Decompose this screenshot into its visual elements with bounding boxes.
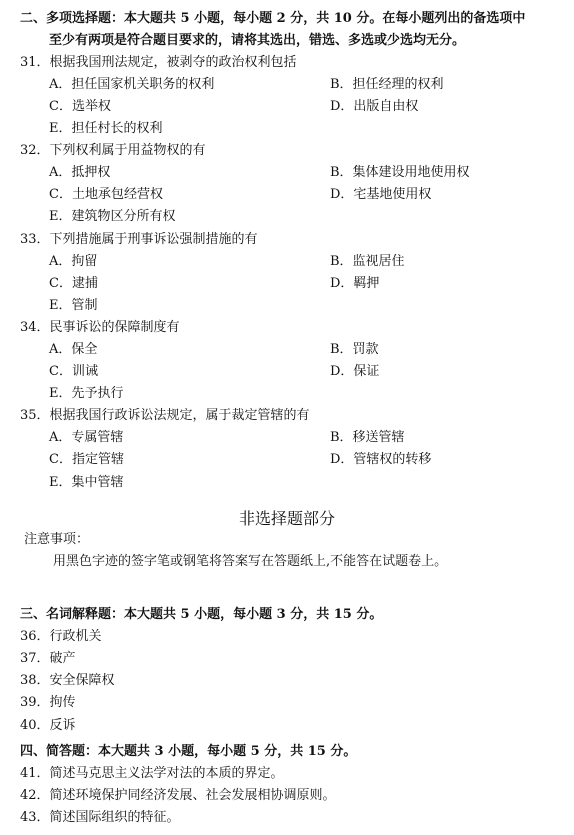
- question-35-option-d: D．管辖权的转移: [330, 452, 432, 467]
- question-31-option-b: B．担任经理的权利: [330, 77, 444, 92]
- question-32-stem: 32．下列权利属于用益物权的有: [20, 143, 206, 158]
- question-35-option-c: C．指定管辖: [49, 452, 124, 467]
- question-34-option-b: B．罚款: [330, 342, 379, 357]
- nonchoice-section-title: 非选择题部分: [238, 509, 335, 528]
- question-35-stem: 35．根据我国行政诉讼法规定，属于裁定管辖的有: [20, 408, 310, 423]
- question-32-option-e: E．建筑物区分所有权: [49, 209, 176, 224]
- question-33-stem: 33．下列措施属于刑事诉讼强制措施的有: [20, 232, 258, 247]
- question-33-option-d: D．羁押: [330, 276, 380, 291]
- question-31-option-c: C．选举权: [49, 99, 111, 114]
- question-34-option-c: C．训诫: [49, 364, 98, 379]
- question-32-option-a: A．抵押权: [49, 165, 111, 180]
- question-42: 42．简述环境保护同经济发展、社会发展相协调原则。: [20, 788, 336, 803]
- notice-label: 注意事项：: [24, 532, 90, 547]
- question-32-option-c: C．土地承包经营权: [49, 187, 163, 202]
- question-39: 39．拘传: [20, 695, 76, 710]
- question-32-option-b: B．集体建设用地使用权: [330, 165, 470, 180]
- question-33-option-e: E．管制: [49, 298, 98, 313]
- question-35-option-a: A．专属管辖: [49, 430, 124, 445]
- question-31-stem: 31．根据我国刑法规定，被剥夺的政治权利包括: [20, 55, 297, 70]
- question-37: 37．破产: [20, 651, 76, 666]
- question-40: 40．反诉: [20, 718, 76, 733]
- question-43: 43．简述国际组织的特征。: [20, 810, 180, 825]
- question-32-option-d: D．宅基地使用权: [330, 187, 432, 202]
- question-33-option-c: C．逮捕: [49, 276, 98, 291]
- question-34-stem: 34．民事诉讼的保障制度有: [20, 320, 180, 335]
- section3-heading: 三、名词解释题：本大题共 5 小题，每小题 3 分，共 15 分。: [20, 607, 383, 622]
- question-36: 36．行政机关: [20, 629, 102, 644]
- question-34-option-a: A．保全: [49, 342, 98, 357]
- question-33-option-b: B．监视居住: [330, 254, 405, 269]
- question-31-option-d: D．出版自由权: [330, 99, 419, 114]
- question-35-option-e: E．集中管辖: [49, 475, 124, 490]
- question-38: 38．安全保障权: [20, 673, 115, 688]
- section2-heading-line1: 二、多项选择题：本大题共 5 小题，每小题 2 分，共 10 分。在每小题列出的备选项中: [20, 11, 526, 26]
- question-34-option-d: D．保证: [330, 364, 380, 379]
- question-31-option-a: A．担任国家机关职务的权利: [49, 77, 215, 92]
- question-41: 41．简述马克思主义法学对法的本质的界定。: [20, 766, 284, 781]
- section2-heading-line2: 至少有两项是符合题目要求的，请将其选出，错选、多选或少选均无分。: [49, 33, 466, 48]
- notice-text: 用黑色字迹的签字笔或钢笔将答案写在答题纸上,不能答在试题卷上。: [53, 554, 448, 569]
- question-33-option-a: A．拘留: [49, 254, 98, 269]
- question-35-option-b: B．移送管辖: [330, 430, 405, 445]
- section4-heading: 四、简答题：本大题共 3 小题，每小题 5 分，共 15 分。: [20, 744, 357, 759]
- question-34-option-e: E．先予执行: [49, 386, 124, 401]
- question-31-option-e: E．担任村长的权利: [49, 121, 163, 136]
